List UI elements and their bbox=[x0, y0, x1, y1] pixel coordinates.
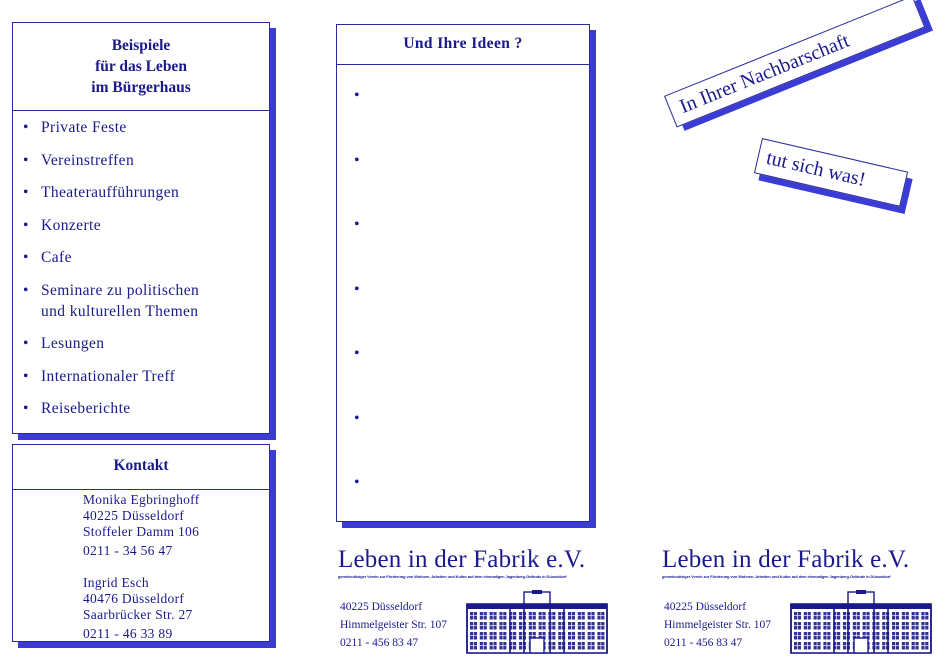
neighborhood-tag: In Ihrer Nachbarschaft bbox=[664, 0, 925, 128]
address-city: 40225 Düsseldorf bbox=[340, 601, 423, 613]
idea-bullet-icon: • bbox=[354, 474, 360, 491]
factory-building-icon bbox=[790, 590, 932, 654]
contact-phone: 0211 - 46 33 89 bbox=[83, 626, 173, 641]
contact-phone: 0211 - 34 56 47 bbox=[83, 543, 173, 558]
list-item bbox=[23, 215, 269, 236]
contact-title: Kontakt bbox=[13, 445, 269, 490]
list-item-text: und kulturellen Themen bbox=[41, 302, 199, 320]
idea-bullet-icon: • bbox=[354, 87, 360, 104]
address-street: Himmelgeister Str. 107 bbox=[664, 619, 772, 631]
idea-bullet-icon: • bbox=[354, 280, 360, 298]
organization-address bbox=[664, 598, 771, 652]
idea-bullet-icon: • bbox=[354, 345, 360, 362]
list-item bbox=[23, 333, 269, 354]
contact-street: Stoffeler Damm 106 bbox=[83, 524, 200, 539]
bullet-icon: • bbox=[23, 216, 29, 234]
idea-bullet-icon: • bbox=[354, 409, 360, 427]
contact-city: 40225 Düsseldorf bbox=[83, 508, 185, 523]
contact-person bbox=[13, 490, 269, 559]
list-item-text: Reiseberichte bbox=[41, 400, 131, 417]
contact-street: Saarbrücker Str. 27 bbox=[83, 607, 193, 622]
bullet-icon: • bbox=[23, 335, 29, 352]
list-item-text: Vereinstreffen bbox=[41, 151, 135, 169]
list-item-text: Seminare zu politischen bbox=[41, 281, 200, 299]
contact-panel bbox=[12, 444, 270, 642]
organization-tagline: gemeinnütziger Verein zur Förderung von Wohnen, Arbeiten und Kultur auf dem ehemaligen Jagenberg-Gelände in Düsseldorf bbox=[662, 574, 891, 579]
list-item-text: Cafe bbox=[41, 249, 72, 266]
organization-name: Leben in der Fabrik e.V. bbox=[338, 546, 586, 573]
organization-logo bbox=[338, 546, 608, 656]
bullet-icon: • bbox=[23, 281, 29, 299]
bullet-icon: • bbox=[23, 367, 29, 385]
list-item bbox=[23, 117, 269, 138]
examples-title-line: für das Leben bbox=[95, 58, 187, 75]
bullet-icon: • bbox=[23, 184, 29, 201]
list-item-text: Theateraufführungen bbox=[41, 184, 180, 201]
list-item-text: Konzerte bbox=[41, 216, 102, 234]
list-item bbox=[23, 247, 269, 268]
list-item-text: Private Feste bbox=[41, 119, 127, 136]
list-item bbox=[23, 150, 269, 171]
idea-bullet-icon: • bbox=[354, 216, 360, 233]
contact-name: Monika Egbringhoff bbox=[83, 492, 200, 507]
contact-person bbox=[13, 559, 269, 642]
examples-title bbox=[13, 23, 269, 111]
examples-panel bbox=[12, 22, 270, 434]
idea-bullet-icon: • bbox=[354, 151, 360, 169]
examples-list bbox=[13, 111, 269, 419]
list-item-text: Internationaler Treff bbox=[41, 367, 176, 385]
organization-tagline: gemeinnütziger Verein zur Förderung von Wohnen, Arbeiten und Kultur auf dem ehemaligen Jagenberg-Gelände in Düsseldorf bbox=[338, 574, 567, 579]
examples-title-line: Beispiele bbox=[111, 37, 171, 54]
address-city: 40225 Düsseldorf bbox=[664, 601, 747, 613]
contact-name: Ingrid Esch bbox=[83, 575, 149, 590]
list-item bbox=[23, 182, 269, 203]
bullet-icon: • bbox=[23, 151, 29, 169]
organization-name: Leben in der Fabrik e.V. bbox=[662, 546, 910, 573]
list-item bbox=[23, 280, 269, 322]
examples-title-line: im Bürgerhaus bbox=[91, 79, 191, 96]
bullet-icon: • bbox=[23, 249, 29, 266]
address-street: Himmelgeister Str. 107 bbox=[340, 619, 448, 631]
factory-building-icon bbox=[466, 590, 608, 654]
bullet-icon: • bbox=[23, 119, 29, 136]
list-item bbox=[23, 366, 269, 387]
happening-tag: tut sich was! bbox=[754, 138, 908, 207]
organization-address bbox=[340, 598, 447, 652]
organization-logo bbox=[662, 546, 932, 656]
ideas-title: Und Ihre Ideen ? bbox=[337, 25, 589, 65]
address-phone: 0211 - 456 83 47 bbox=[664, 637, 743, 649]
ideas-panel bbox=[336, 24, 590, 522]
list-item-text: Lesungen bbox=[41, 335, 105, 352]
address-phone: 0211 - 456 83 47 bbox=[340, 637, 419, 649]
bullet-icon: • bbox=[23, 400, 29, 417]
contact-city: 40476 Düsseldorf bbox=[83, 591, 185, 606]
list-item bbox=[23, 398, 269, 419]
